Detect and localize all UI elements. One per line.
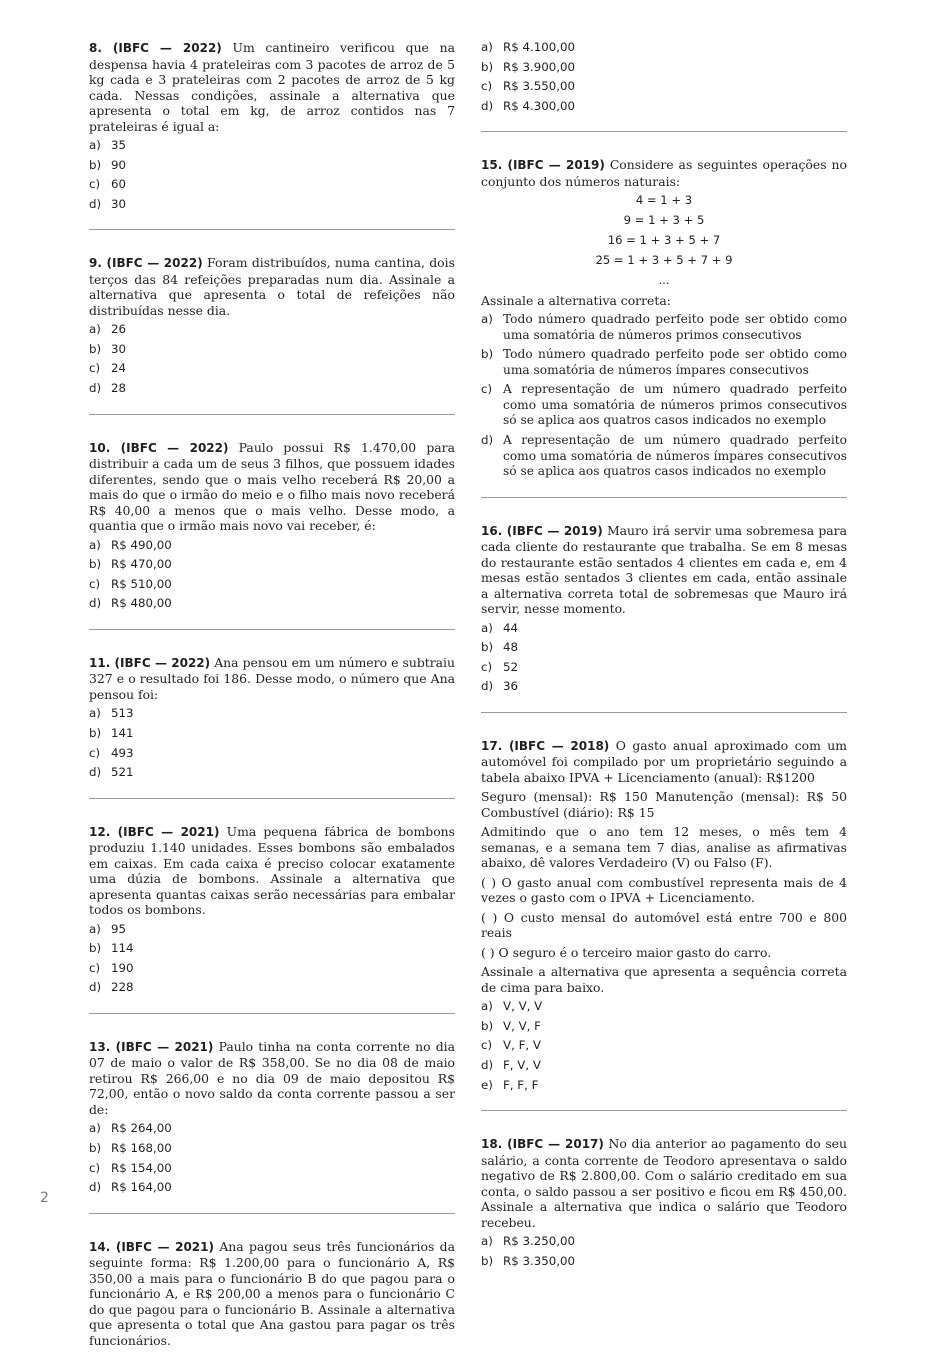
divider xyxy=(89,1213,455,1214)
question-stem xyxy=(481,738,847,786)
divider xyxy=(89,1013,455,1014)
option-b[interactable] xyxy=(89,1141,455,1157)
option-a[interactable] xyxy=(481,999,847,1015)
option-b[interactable] xyxy=(89,342,455,358)
option-letter: d) xyxy=(481,98,494,113)
question-stem xyxy=(89,655,455,703)
option-d[interactable] xyxy=(481,433,847,480)
options-list xyxy=(89,922,455,996)
option-text: 493 xyxy=(111,745,134,760)
option-text: 95 xyxy=(111,921,127,936)
option-d[interactable] xyxy=(481,679,847,695)
option-letter: c) xyxy=(481,79,493,94)
question-instruction: Assinale a alternativa correta: xyxy=(481,292,671,308)
option-a[interactable] xyxy=(481,312,847,343)
option-letter: b) xyxy=(481,640,494,655)
question-text: Paulo possui R$ 1.470,00 para distribuir a cada um de seus 3 filhos, que possuem idades diferentes, sendo que o mais velho receberá R$ 20,00 a mais do que o irmão do meio e o filho mais novo receberá R$ 40,00 a menos que o mais velho. Desse modo, a quantia que o irmão mais novo vai receber, é: xyxy=(89,439,455,534)
option-letter: a) xyxy=(481,312,493,327)
question-14-options xyxy=(481,40,847,114)
equation: 9 = 1 + 3 + 5 xyxy=(623,213,705,228)
option-a[interactable] xyxy=(89,538,455,554)
question-number: 11. (IBFC — 2022) xyxy=(89,655,211,670)
question-8 xyxy=(89,40,455,212)
option-text: 114 xyxy=(111,941,134,956)
option-letter: d) xyxy=(89,980,102,995)
option-letter: b) xyxy=(481,1018,494,1033)
option-letter: b) xyxy=(481,59,494,74)
question-stem xyxy=(89,1239,455,1349)
question-text: No dia anterior ao pagamento do seu salário, a conta corrente de Teodoro apresentava o saldo negativo de R$ 2.800,00. Com o salário creditado em sua conta, o saldo passou a ser positivo e ficou em R$ 450,00. Assinale a alternativa que indica o salário que Teodoro recebeu. xyxy=(481,1136,847,1230)
option-a[interactable] xyxy=(481,40,847,56)
option-letter: a) xyxy=(481,40,493,54)
option-a[interactable] xyxy=(89,138,455,154)
option-text: 30 xyxy=(111,341,127,356)
option-c[interactable] xyxy=(481,660,847,676)
question-number: 8. (IBFC — 2022) xyxy=(89,41,222,55)
option-a[interactable] xyxy=(89,922,455,938)
option-letter: a) xyxy=(481,999,493,1014)
statement-1: ( ) O gasto anual com combustível representa mais de 4 vezes o gasto com o IPVA + Licenciamento. xyxy=(481,874,847,906)
question-stem xyxy=(89,440,455,534)
option-d[interactable] xyxy=(481,99,847,115)
option-letter: d) xyxy=(481,433,494,448)
option-d[interactable] xyxy=(89,1180,455,1196)
option-letter: d) xyxy=(89,596,102,611)
option-text: F, F, F xyxy=(503,1077,539,1092)
divider xyxy=(481,712,847,713)
option-text: R$ 4.100,00 xyxy=(503,40,575,54)
equation: 16 = 1 + 3 + 5 + 7 xyxy=(607,233,721,248)
option-letter: c) xyxy=(89,361,101,376)
right-column xyxy=(481,40,847,1273)
options-list xyxy=(481,621,847,695)
option-letter: d) xyxy=(481,679,494,694)
option-letter: b) xyxy=(89,157,102,172)
option-text: R$ 470,00 xyxy=(111,557,172,572)
question-number: 9. (IBFC — 2022) xyxy=(89,256,203,271)
question-text: Foram distribuídos, numa cantina, dois terços das 84 refeições preparadas num dia. Assinale a alternativa que apresenta o total de refeições não distribuídas nesse dia. xyxy=(89,255,455,318)
option-text: V, V, V xyxy=(503,999,543,1014)
option-d[interactable] xyxy=(89,980,455,996)
divider xyxy=(481,1110,847,1111)
option-letter: c) xyxy=(481,659,493,674)
option-text: 35 xyxy=(111,138,127,152)
option-text: 141 xyxy=(111,725,134,740)
option-letter: c) xyxy=(481,1038,493,1053)
option-letter: a) xyxy=(481,620,493,635)
option-b[interactable] xyxy=(481,1254,847,1270)
option-letter: a) xyxy=(89,322,101,337)
options-list xyxy=(481,999,847,1093)
question-stem xyxy=(89,824,455,918)
option-letter: b) xyxy=(89,725,102,740)
option-letter: d) xyxy=(89,196,102,211)
page-number: 2 xyxy=(40,1190,49,1206)
option-c[interactable] xyxy=(89,746,455,762)
option-letter: c) xyxy=(89,960,101,975)
option-letter: b) xyxy=(89,557,102,572)
option-d[interactable] xyxy=(89,197,455,213)
option-d[interactable] xyxy=(481,1058,847,1074)
option-text: 513 xyxy=(111,706,134,721)
equation: 25 = 1 + 3 + 5 + 7 + 9 xyxy=(595,252,733,267)
option-b[interactable] xyxy=(89,557,455,573)
option-letter: d) xyxy=(89,1180,102,1195)
option-letter: a) xyxy=(89,921,101,936)
option-text: A representação de um número quadrado perfeito como uma somatória de números primos consecutivos só se aplica aos quatros casos indicados no exemplo xyxy=(503,382,847,428)
option-text: R$ 490,00 xyxy=(111,537,172,552)
option-text: R$ 3.350,00 xyxy=(503,1253,575,1268)
option-text: F, V, V xyxy=(503,1058,541,1073)
option-text: 521 xyxy=(111,765,134,780)
question-paragraph: Admitindo que o ano tem 12 meses, o mês tem 4 semanas, e a semana tem 7 dias, analise as afirmativas abaixo, dê valores Verdadeiro (V) ou Falso (F). xyxy=(481,824,847,871)
option-text: R$ 164,00 xyxy=(111,1180,172,1195)
option-letter: b) xyxy=(89,941,102,956)
options-list xyxy=(89,706,455,780)
option-text: R$ 3.900,00 xyxy=(503,59,575,74)
option-text: 30 xyxy=(111,196,127,211)
option-text: 24 xyxy=(111,361,127,376)
option-text: 36 xyxy=(503,679,519,694)
option-letter: a) xyxy=(89,537,101,552)
options-list xyxy=(89,322,455,396)
option-letter: c) xyxy=(89,745,101,760)
option-text: V, V, F xyxy=(503,1018,541,1033)
option-letter: d) xyxy=(89,765,102,780)
option-b[interactable] xyxy=(89,941,455,957)
option-text: 60 xyxy=(111,177,127,192)
question-text: Considere as seguintes operações no conjunto dos números naturais: xyxy=(481,157,847,189)
option-d[interactable] xyxy=(89,596,455,612)
question-stem xyxy=(481,523,847,617)
options-list xyxy=(481,1234,847,1269)
divider xyxy=(89,629,455,630)
question-text: Uma pequena fábrica de bombons produziu 1.140 unidades. Esses bombons são embalados em caixas. Em cada caixa é preciso colocar exatamente uma dúzia de bombons. Assinale a alternativa que apresenta quantas caixas serão necessárias para embalar todos os bombons. xyxy=(89,823,455,918)
option-letter: d) xyxy=(481,1058,494,1073)
question-13 xyxy=(89,1039,455,1196)
question-12 xyxy=(89,824,455,996)
statement-3: ( ) O seguro é o terceiro maior gasto do carro. xyxy=(481,944,772,960)
option-text: 90 xyxy=(111,157,127,172)
option-letter: a) xyxy=(89,138,101,152)
statement-2: ( ) O custo mensal do automóvel está entre 700 e 800 reais xyxy=(481,909,847,941)
question-number: 14. (IBFC — 2021) xyxy=(89,1239,214,1254)
option-c[interactable] xyxy=(481,382,847,429)
question-number: 16. (IBFC — 2019) xyxy=(481,523,603,538)
option-text: R$ 264,00 xyxy=(111,1121,172,1136)
option-letter: c) xyxy=(89,576,101,591)
option-b[interactable] xyxy=(481,60,847,76)
option-letter: b) xyxy=(481,347,494,362)
question-number: 15. (IBFC — 2019) xyxy=(481,158,605,173)
option-letter: c) xyxy=(89,1160,101,1175)
option-c[interactable] xyxy=(89,361,455,377)
option-text: R$ 3.550,00 xyxy=(503,79,575,94)
option-letter: a) xyxy=(481,1234,493,1249)
option-text: R$ 4.300,00 xyxy=(503,98,575,113)
option-a[interactable] xyxy=(481,1234,847,1250)
question-stem xyxy=(89,40,455,134)
question-stem xyxy=(481,157,847,189)
option-c[interactable] xyxy=(89,177,455,193)
equation-ellipsis: ... xyxy=(658,272,670,287)
question-text: Paulo tinha na conta corrente no dia 07 de maio o valor de R$ 358,00. Se no dia 08 de maio retirou R$ 266,00 e no dia 09 de maio depositou R$ 72,00, então o novo saldo da conta corrente passou a ser de: xyxy=(89,1038,455,1117)
option-letter: c) xyxy=(89,177,101,192)
question-number: 12. (IBFC — 2021) xyxy=(89,824,220,839)
question-number: 13. (IBFC — 2021) xyxy=(89,1039,214,1054)
option-b[interactable] xyxy=(89,158,455,174)
question-stem xyxy=(89,255,455,318)
option-text: R$ 3.250,00 xyxy=(503,1234,575,1249)
question-text: Um cantineiro verificou que na despensa havia 4 prateleiras com 3 pacotes de arroz de 5 kg cada e 3 prateleiras com 2 pacotes de arroz de 5 kg cada. Nessas condições, assinale a alternativa que apresenta o total em kg, de arroz contidos nas 7 prateleiras é igual a: xyxy=(89,40,455,134)
question-17 xyxy=(481,738,847,1093)
options-list xyxy=(89,1121,455,1195)
question-15 xyxy=(481,157,847,479)
divider xyxy=(481,131,847,132)
question-18 xyxy=(481,1136,847,1269)
option-letter: c) xyxy=(481,382,493,397)
question-number: 10. (IBFC — 2022) xyxy=(89,440,229,455)
question-number: 17. (IBFC — 2018) xyxy=(481,738,610,753)
option-text: 28 xyxy=(111,381,127,396)
question-text: Mauro irá servir uma sobremesa para cada cliente do restaurante que trabalha. Se em 8 mesas do restaurante estão sentados 4 clientes em cada e, em 4 mesas estão sentados 3 clientes em cada, então assinale a alternativa correta total de sobremesas que Mauro irá servir, nesse momento. xyxy=(481,522,847,617)
option-text: 190 xyxy=(111,960,134,975)
option-c[interactable] xyxy=(89,577,455,593)
equation: 4 = 1 + 3 xyxy=(635,193,693,208)
option-text: Todo número quadrado perfeito pode ser obtido como uma somatória de números primos consecutivos xyxy=(503,312,847,342)
options-list xyxy=(89,138,455,212)
option-a[interactable] xyxy=(89,706,455,722)
options-list xyxy=(481,40,847,114)
option-text: R$ 168,00 xyxy=(111,1141,172,1155)
option-text: 228 xyxy=(111,980,134,995)
question-paragraph: Seguro (mensal): R$ 150 Manutenção (mensal): R$ 50 Combustível (diário): R$ 15 xyxy=(481,789,847,820)
question-text: O gasto anual aproximado com um automóvel foi compilado por um proprietário seguindo a tabela abaixo IPVA + Licenciamento (anual): R$1200 xyxy=(481,737,847,785)
divider xyxy=(481,497,847,498)
option-d[interactable] xyxy=(89,381,455,397)
option-b[interactable] xyxy=(481,1019,847,1035)
option-text: 48 xyxy=(503,640,519,655)
question-11 xyxy=(89,655,455,781)
option-text: V, F, V xyxy=(503,1038,541,1053)
option-text: Todo número quadrado perfeito pode ser obtido como uma somatória de números ímpares consecutivos xyxy=(503,347,847,377)
question-stem xyxy=(89,1039,455,1118)
options-list xyxy=(481,312,847,479)
question-text: Ana pensou em um número e subtraiu 327 e o resultado foi 186. Desse modo, o número que Ana pensou foi: xyxy=(89,654,455,702)
left-column xyxy=(89,40,455,1352)
question-14 xyxy=(89,1239,455,1349)
option-text: R$ 154,00 xyxy=(111,1160,172,1175)
option-text: 26 xyxy=(111,322,127,337)
question-text: Ana pagou seus três funcionários da seguinte forma: R$ 1.200,00 para o funcionário A, R$ 350,00 a mais para o funcionário B do que pagou para o funcionário A, e R$ 200,00 a menos para o funcionário C do que pagou para o funcionário B. Assinale a alternativa que apresenta o total que Ana gastou para pagar os três funcionários. xyxy=(89,1238,455,1348)
option-a[interactable] xyxy=(89,1121,455,1137)
option-text: R$ 480,00 xyxy=(111,596,172,611)
option-letter: d) xyxy=(89,381,102,396)
option-letter: a) xyxy=(89,706,101,721)
option-letter: b) xyxy=(481,1253,494,1268)
option-c[interactable] xyxy=(481,1038,847,1054)
option-letter: b) xyxy=(89,341,102,356)
divider xyxy=(89,229,455,230)
divider xyxy=(89,414,455,415)
divider xyxy=(89,798,455,799)
question-9 xyxy=(89,255,455,396)
option-text: R$ 510,00 xyxy=(111,576,172,591)
question-number: 18. (IBFC — 2017) xyxy=(481,1137,604,1152)
option-letter: a) xyxy=(89,1121,101,1136)
option-text: 52 xyxy=(503,659,519,674)
question-stem xyxy=(481,1136,847,1230)
option-a[interactable] xyxy=(89,322,455,338)
option-b[interactable] xyxy=(89,726,455,742)
option-letter: b) xyxy=(89,1141,102,1155)
option-c[interactable] xyxy=(481,79,847,95)
option-d[interactable] xyxy=(89,765,455,781)
option-a[interactable] xyxy=(481,621,847,637)
question-10 xyxy=(89,440,455,612)
option-e[interactable] xyxy=(481,1078,847,1094)
option-letter: e) xyxy=(481,1077,493,1092)
question-16 xyxy=(481,523,847,695)
question-instruction: Assinale a alternativa que apresenta a sequência correta de cima para baixo. xyxy=(481,964,847,995)
option-b[interactable] xyxy=(481,347,847,378)
option-text: A representação de um número quadrado perfeito como uma somatória de números ímpares consecutivos só se aplica aos quatros casos indicados no exemplo xyxy=(503,433,847,479)
option-c[interactable] xyxy=(89,1161,455,1177)
options-list xyxy=(89,538,455,612)
option-c[interactable] xyxy=(89,961,455,977)
option-text: 44 xyxy=(503,620,519,635)
option-b[interactable] xyxy=(481,640,847,656)
